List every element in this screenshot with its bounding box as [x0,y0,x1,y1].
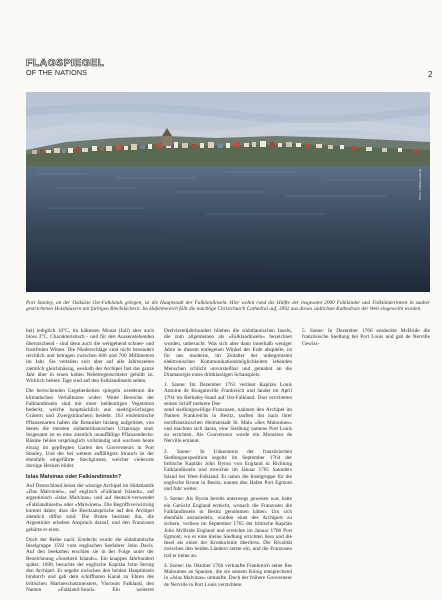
paragraph: 3. Szene: Als Byron bereits unterwegs gewesen war, hatte ein Gerücht England erreicht, wonach die Franzosen die Falklandinseln in Besitz genommen hätten. Um sich ebenfalls anzusiedeln, wurden einst des Archipels zu sichern, verliess im September 1765 der britische Kapitän John McBride England und erreichte im Januar 1766 Port Egmont, wo er eine kleine Siedlung errichten liess und die Insel als einen der Kronkolonie überliess. Die Rivalität zwischen den beiden Ländern setzte ein, und die Franzosen traf er keine an. [164,496,292,559]
photo-credit: Photo: Falkland Islands [418,168,422,200]
masthead [26,58,106,77]
paragraph: Doch der Reihe nach: Entdeckt wurde die südatlantische Inselgruppe 1592 vom englischen Seefahrer John Davis. Auf den Seekarten erschien sie in der Folge unter der Bezeichnung «Southern Islands». Ein knappes Jahrhundert später, 1690, besuchte der englische Kapitän John Strong den Archipel. Er segelte zwischen den beiden Hauptinseln hindurch und gab dem schiffbaren Kanal zu Ehren des britischen Marineschatzmeisters, Viscount Falkland, den Namen «Falkland-Sund». Ein weiteres Dreivierteljahrhundert blieben die südatlantischen Inseln, die zum allgemeinen als «Falklandinseln» bezeichnet wurden, unbesucht. Was sich aber dann innerhalb weniger Jahre in diesem entlegenen Winkel der Erde abspielte, ist für uns moderne, im Zeitalter der unbegrenzten elektronischen Kommunikationsmöglichkeiten lebenden Menschen schlicht unvorstellbar und gemahnt an die Dramaturgie eines drittklassigen Schauspiels: [26,328,292,593]
paragraph: 2. Szene: In Unkenntnis der französischen Siedlungsexpedition segelte im September 1764 der britische Kapitän John Byron von England in Richtung Falklandinseln und erreichte im Januar 1765 Saunders Island bei West-Falkland. Er nahm die Inselgruppe für die englische Krone in Besitz, nannte den Hafen Port Egmont und fuhr weiter. [164,448,292,492]
paragraph: 4. Szene: Im Oktober 1766 verkaufte Frankreich seine Iles Malouines an Spanien, die sie seinem König entsprechend in «Islas Malvinas» umtaufte. Doch der frühere Gouverneur de Nerville in Port Louis verzichtete. [164,562,292,588]
masthead-subtitle: OF THE NATIONS [26,68,88,77]
page-number: 2 [428,70,433,79]
paragraph: 5. Szene: In Dezember 1766 entdeckte McBride die französische Siedlung bei Port Louis und gab de Nerville Gewiss- [302,328,430,347]
paragraph: Die herrschenden Gegebenheiten spiegeln wiederum die klimatischen Verhältnisse wider: Weite Bereiche der Falklandinseln sind mit einer heideartigen Vegetation bedeckt, welche hauptsächlich aus niedrigwüchsigen Gräsern und Zwergsträuchern besteht. 163 einheimische Pflanzenarten haben die Botaniker bislang aufgelistet, von denen die meisten südamerikanischen Ursprungs sind. Insgesamt ist es eine ziemlich unauffällige Pflanzendecke. Bäume fehlen ursprünglich vollständig und wachsen heute einzig im gepflegten Garten des Gouverneurs in Port Stanley. Und der bei weitem auffälligste Strauch ist der ebenfalls eingeführte Stechginster, welcher vielerorts dornige Hecken bildet. [26,388,154,470]
photo-caption: Port Stanley, an der Ostküste Ost-Falklands gelegen, ist die Hauptstadt der Falklandinseln. Hier wohnt rund die Hälfte der insgesamt 2000 Falkländer und Falkländerinnen in sauber gestrichenen Holzhäusern mit farbigen Blechdächern. Im Hafenbereich fällt die mächtige Christchurch Cathedral auf, 1892 aus dieses südlichste Kathedrale der Welt eingeweiht worden. [26,300,430,313]
masthead-title: FLAGSPIEGEL [26,57,105,69]
harbor-photo [26,92,430,292]
paragraph: zend siedlungswillige Franzosen, nahmen den Archipel im Namen Frankreichs in Besitz, tauften ihn nach ihrer nordfranzösischen Heimatstadt St. Malo «Iles Malouines» und machten sich daran, eine Siedlung namens Port Louis zu errichten. Als Gouverneur wurde ein Monsieur de Nerville ernannt. [164,407,292,445]
section-heading: Islas Malvinas oder Falklandinseln? [26,473,122,480]
paragraph: Auf Deutschland heisst der winzige Archipel im Südatlantik «Das Malvinien», auf englisch «Falkland Islands», auf argentinisch «Islas Malvinas» und auf deutsch-verwendet «Falklandinseln» oder «Malwinen». Die Begriffsverwirrung kommt daher, dass die Besitzansprüche auf den Archipel ziemlich diffus sind: Die Briten besitzen ihn, die Argentinier erheben Anspruch darauf, und den Franzosen gehörte er einst. [26,482,154,533]
paragraph: bei) lediglich 10°C, im kältesten Monat (Juli) aber auch bloss 3°C. Charakteristisch - und für den Aussenstehenden überraschend - sind denn auch die weitgehend schnee- und frostfreien Winter. Die Niederschläge sind nicht besonders reichlich und betragen zwischen 600 und 700 Millimetern im Jahr. Sie verteilen sich aber auf alle Jahreszeiten ziemlich gleichmässig, weshalb der Archipel fast das ganze Jahr über in einen kalten Nebelregenschleier gehüllt ist. Wirklich heitere Tage sind auf den Falklandinseln selten. [26,328,154,384]
paragraph: 1. Szene: Im Dezember 1763 verlässt Kapitän Louis Antoine de Bougainville Frankreich und landet im April 1764 im Berkeley-Sund auf Ost-Falkland. Dort errichteten seinen Schiff mehrere Dut- [164,382,292,407]
article-body [26,328,430,593]
